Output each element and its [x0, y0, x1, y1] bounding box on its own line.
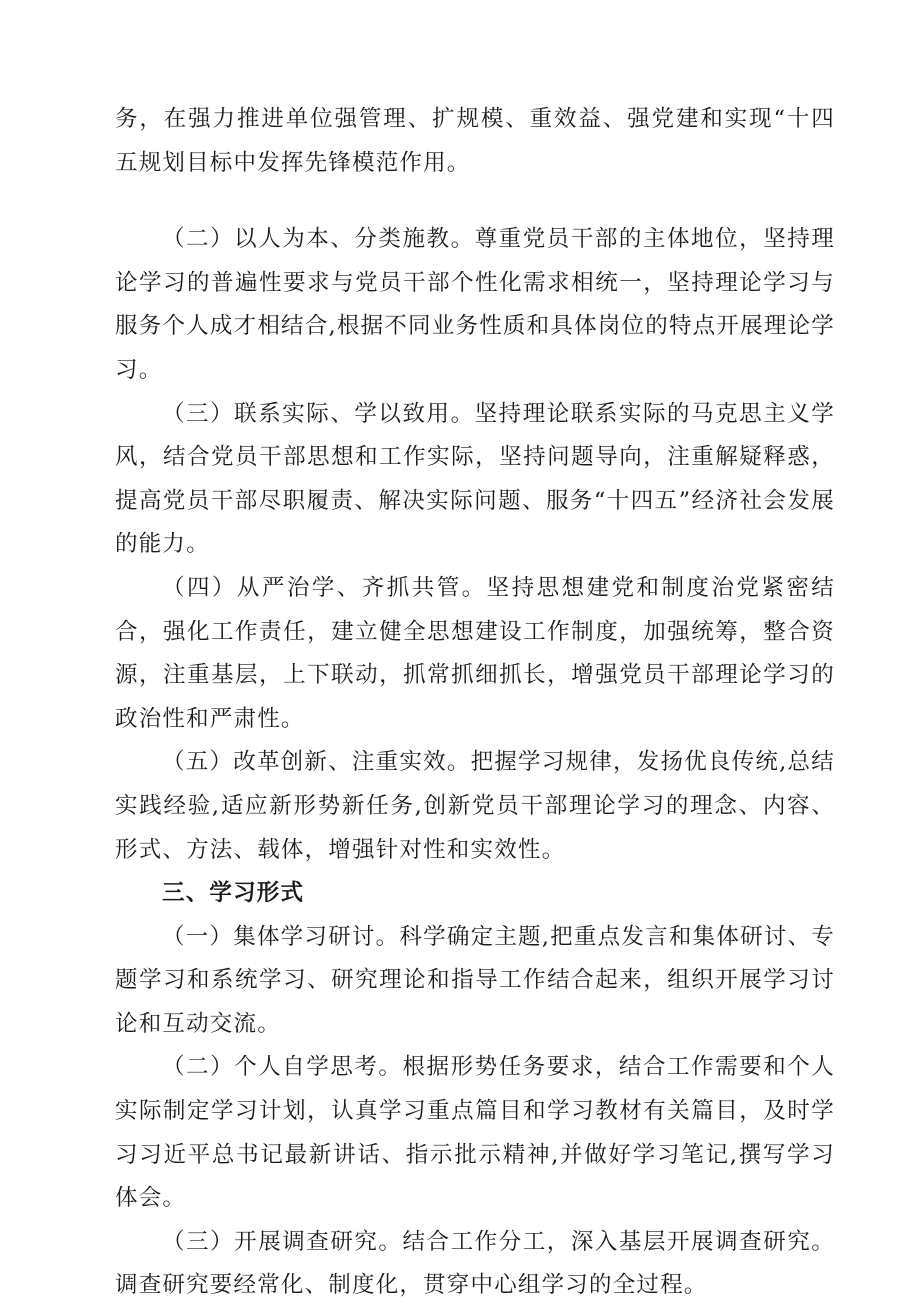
paragraph-continuation: 务，在强力推进单位强管理、扩规模、重效益、强党建和实现“十四五规划目标中发挥先锋模范作用。: [115, 106, 835, 176]
section-heading: 三、学习形式: [162, 880, 305, 907]
paragraph-form-2: （二）个人自学思考。根据形势任务要求，结合工作需要和个人实际制定学习计划，认真学习重点篇目和学习教材有关篇目，及时学习习近平总书记最新讲话、指示批示精神,并做好学习笔记,撰写学习体会。: [115, 1054, 835, 1212]
paragraph-form-3: （三）开展调查研究。结合工作分工，深入基层开展调查研究。调查研究要经常化、制度化，贯穿中心组学习的全过程。: [115, 1228, 835, 1299]
paragraph-principle-4: （四）从严治学、齐抓共管。坚持思想建党和制度治党紧密结合，强化工作责任，建立健全思想建设工作制度，加强统筹，整合资源，注重基层，上下联动，抓常抓细抓长，增强党员干部理论学习的政治性和严肃性。: [115, 574, 835, 732]
paragraph-principle-3: （三）联系实际、学以致用。坚持理论联系实际的马克思主义学风，结合党员干部思想和工作实际，坚持问题导向，注重解疑释惑，提高党员干部尽职履责、解决实际问题、服务“十四五”经济社会发展的能力。: [115, 400, 835, 558]
paragraph-form-1: （一）集体学习研讨。科学确定主题,把重点发言和集体研讨、专题学习和系统学习、研究理论和指导工作结合起来，组织开展学习讨论和互动交流。: [115, 923, 835, 1037]
paragraph-principle-5: （五）改革创新、注重实效。把握学习规律，发扬优良传统,总结实践经验,适应新形势新任务,创新党员干部理论学习的理念、内容、形式、方法、载体，增强针对性和实效性。: [115, 749, 835, 863]
document-body: [115, 98, 835, 1308]
paragraph-principle-2: （二）以人为本、分类施教。尊重党员干部的主体地位，坚持理论学习的普遍性要求与党员干部个性化需求相统一，坚持理论学习与服务个人成才相结合,根据不同业务性质和具体岗位的特点开展理论学习。: [115, 226, 835, 383]
